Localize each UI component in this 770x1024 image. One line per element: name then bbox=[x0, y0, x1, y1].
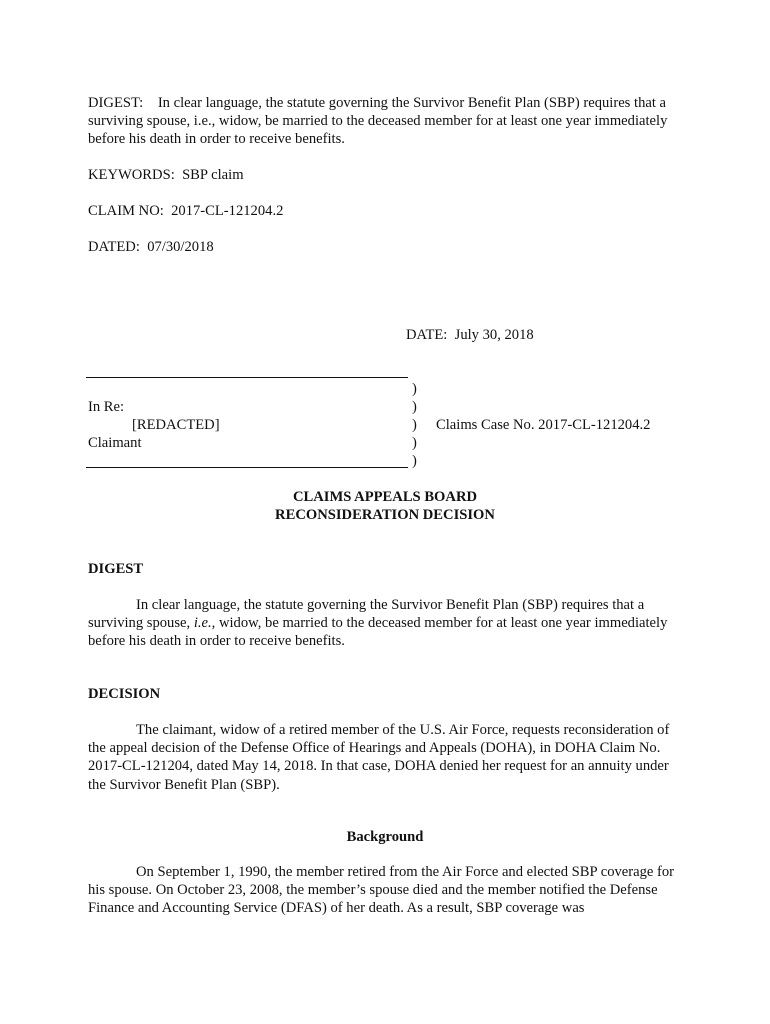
dated-value: 07/30/2018 bbox=[147, 239, 214, 255]
decision-paragraph: The claimant, widow of a retired member of the U.S. Air Force, requests reconsideration of the appeal decision of the Defense Office of Hearings and Appeals (DOHA), in DOHA Claim No. 2017-CL-121204, dated May 14, 2018. In that case, DOHA denied her request for an annuity under the Survivor Benefit Plan (SBP). bbox=[88, 722, 670, 793]
keywords-value: SBP claim bbox=[182, 167, 244, 183]
caption-paren: ) bbox=[412, 381, 417, 397]
case-number: 2017-CL-121204.2 bbox=[538, 417, 651, 433]
decision-date bbox=[406, 326, 534, 344]
caption-party: [REDACTED] bbox=[132, 417, 220, 433]
caption-rule-top bbox=[86, 377, 408, 378]
decision-date-value: July 30, 2018 bbox=[454, 327, 534, 343]
title-line-2: RECONSIDERATION DECISION bbox=[275, 507, 495, 523]
background-paragraph: On September 1, 1990, the member retired from the Air Force and elected SBP coverage for his spouse. On October 23, 2008, the member’s spouse died and the member notified the Defense Finance and Accounting Service (DFAS) of her death. As a result, SBP coverage was bbox=[88, 864, 675, 917]
caption-paren: ) bbox=[412, 417, 417, 433]
header-digest-text: In clear language, the statute governing the Survivor Benefit Plan (SBP) requires that a surviving spouse, i.e., widow, be married to the deceased member for at least one year immediately before his death in order to receive benefits. bbox=[88, 95, 668, 148]
claim-no-value: 2017-CL-121204.2 bbox=[171, 203, 284, 219]
caption-paren: ) bbox=[412, 453, 417, 469]
caption-case-number bbox=[436, 416, 650, 434]
header-dated bbox=[88, 238, 688, 256]
background-heading: Background bbox=[346, 829, 424, 845]
caption-rule-bottom bbox=[86, 467, 408, 468]
caption-paren: ) bbox=[412, 435, 417, 451]
caption-role: Claimant bbox=[88, 435, 142, 451]
digest-text-italic: i.e. bbox=[193, 615, 212, 632]
header-digest bbox=[88, 94, 688, 149]
caption-paren: ) bbox=[412, 399, 417, 415]
header-keywords bbox=[88, 166, 688, 184]
caption-in-re: In Re: bbox=[88, 399, 125, 415]
decision-heading: DECISION bbox=[88, 686, 161, 702]
decision-date-label: DATE: bbox=[406, 327, 448, 343]
digest-paragraph bbox=[88, 596, 688, 651]
digest-text-2: , widow, be married to the deceased member for at least one year immediately before his death in order to receive benefits. bbox=[88, 615, 668, 650]
title-line-1: CLAIMS APPEALS BOARD bbox=[292, 489, 478, 505]
claim-no-label: CLAIM NO: bbox=[88, 203, 164, 219]
digest-heading: DIGEST bbox=[88, 561, 144, 577]
dated-label: DATED: bbox=[88, 239, 140, 255]
keywords-label: KEYWORDS: bbox=[88, 167, 175, 183]
case-label: Claims Case No. bbox=[436, 417, 535, 433]
header-claim-no bbox=[88, 202, 688, 220]
header-digest-label: DIGEST: bbox=[88, 95, 144, 111]
digest-text-1: In clear language, the statute governing the Survivor Benefit Plan (SBP) requires that a surviving spouse, bbox=[88, 597, 645, 632]
